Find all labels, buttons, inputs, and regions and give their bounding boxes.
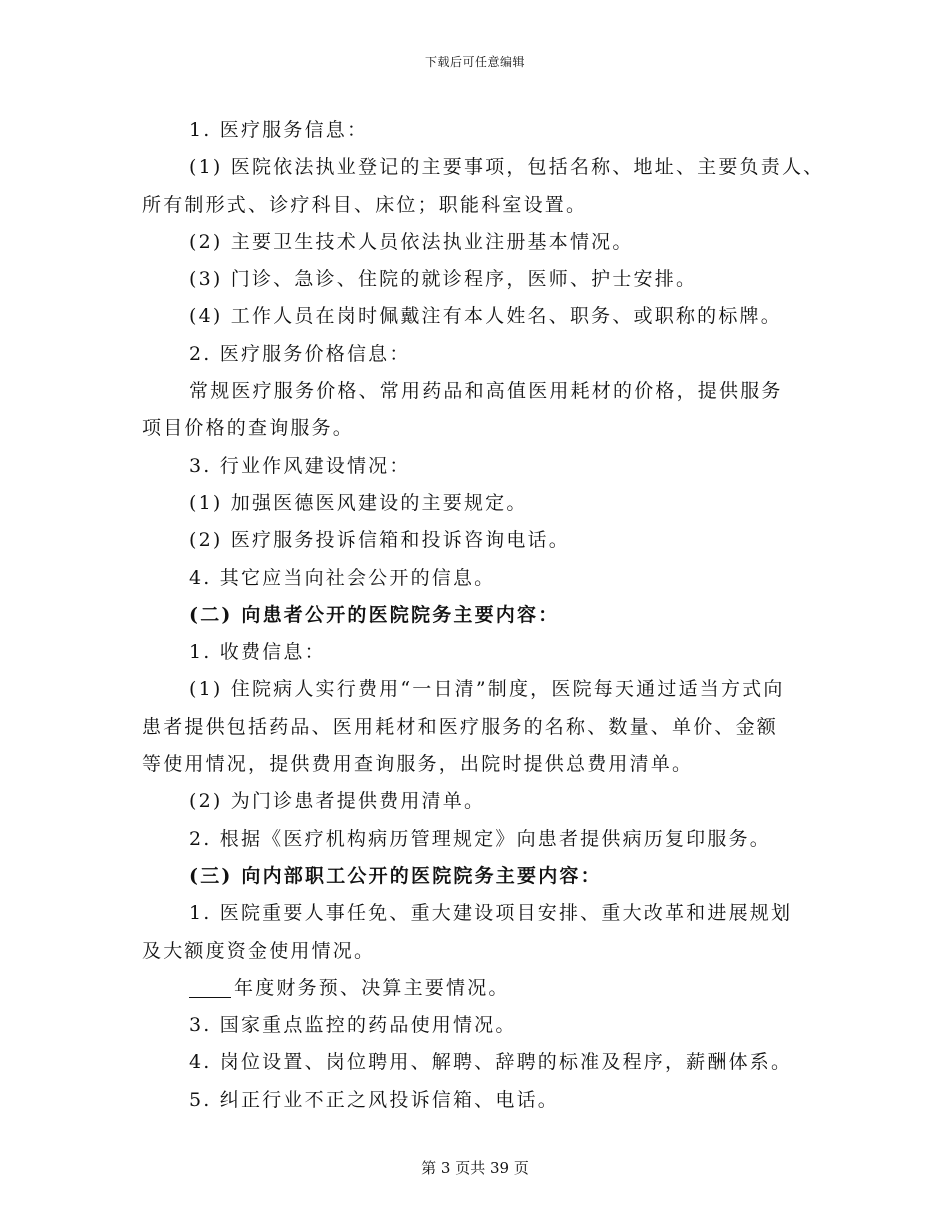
fill-in-blank <box>189 975 231 998</box>
section-heading: (三) 向内部职工公开的医院院务主要内容： <box>189 864 602 887</box>
paragraph-line: (1) 医院依法执业登记的主要事项，包括名称、地址、主要负责人、 <box>189 156 825 179</box>
paragraph-line: 2. 根据《医疗机构病历管理规定》向患者提供病历复印服务。 <box>189 827 771 850</box>
paragraph-line: 1. 医院重要人事任免、重大建设项目安排、重大改革和进展规划 <box>189 902 793 925</box>
paragraph-line: 及大额度资金使用情况。 <box>142 939 376 962</box>
paragraph-line: 患者提供包括药品、医用耗材和医疗服务的名称、数量、单价、金额 <box>142 715 779 738</box>
paragraph-line: (2) 为门诊患者提供费用清单。 <box>189 790 486 813</box>
paragraph-line: 等使用情况，提供费用查询服务，出院时提供总费用清单。 <box>142 753 694 776</box>
paragraph-line: 1. 医疗服务信息： <box>189 119 369 141</box>
page-number-footer: 第 3 页共 39 页 <box>421 1159 529 1177</box>
paragraph-line: 4. 岗位设置、岗位聘用、解聘、辞聘的标准及程序，薪酬体系。 <box>189 1051 793 1074</box>
paragraph-line: 1. 收费信息： <box>189 641 326 664</box>
paragraph-line: 3. 行业作风建设情况： <box>189 454 411 477</box>
blank-line-text: 年度财务预、决算主要情况。 <box>234 976 510 999</box>
section-heading: (二) 向患者公开的医院院务主要内容： <box>189 603 560 626</box>
paragraph-line: 5. 纠正行业不正之风投诉信箱、电话。 <box>189 1088 559 1111</box>
paragraph-line: 2. 医疗服务价格信息： <box>189 342 411 365</box>
paragraph-line: (1) 住院病人实行费用“一日清”制度，医院每天通过适当方式向 <box>189 678 785 701</box>
paragraph-line: (2) 医疗服务投诉信箱和投诉咨询电话。 <box>189 529 570 552</box>
paragraph-line: (1) 加强医德医风建设的主要规定。 <box>189 491 528 514</box>
paragraph-line: 3. 国家重点监控的药品使用情况。 <box>189 1014 517 1037</box>
paragraph-line: (3) 门诊、急诊、住院的就诊程序，医师、护士安排。 <box>189 268 698 291</box>
paragraph-line: 常规医疗服务价格、常用药品和高值医用耗材的价格，提供服务 <box>189 380 783 403</box>
paragraph-line: (4) 工作人员在岗时佩戴注有本人姓名、职务、或职称的标牌。 <box>189 305 782 328</box>
paragraph-line-with-blank <box>142 970 822 1007</box>
paragraph-line: 项目价格的查询服务。 <box>142 417 355 440</box>
paragraph-line: 4. 其它应当向社会公开的信息。 <box>189 566 496 589</box>
paragraph-line: (2) 主要卫生技术人员依法执业注册基本情况。 <box>189 230 634 253</box>
document-body <box>142 112 825 1119</box>
paragraph-line: 所有制形式、诊疗科目、床位；职能科室设置。 <box>142 193 588 216</box>
page-header-note: 下载后可任意编辑 <box>424 55 525 69</box>
